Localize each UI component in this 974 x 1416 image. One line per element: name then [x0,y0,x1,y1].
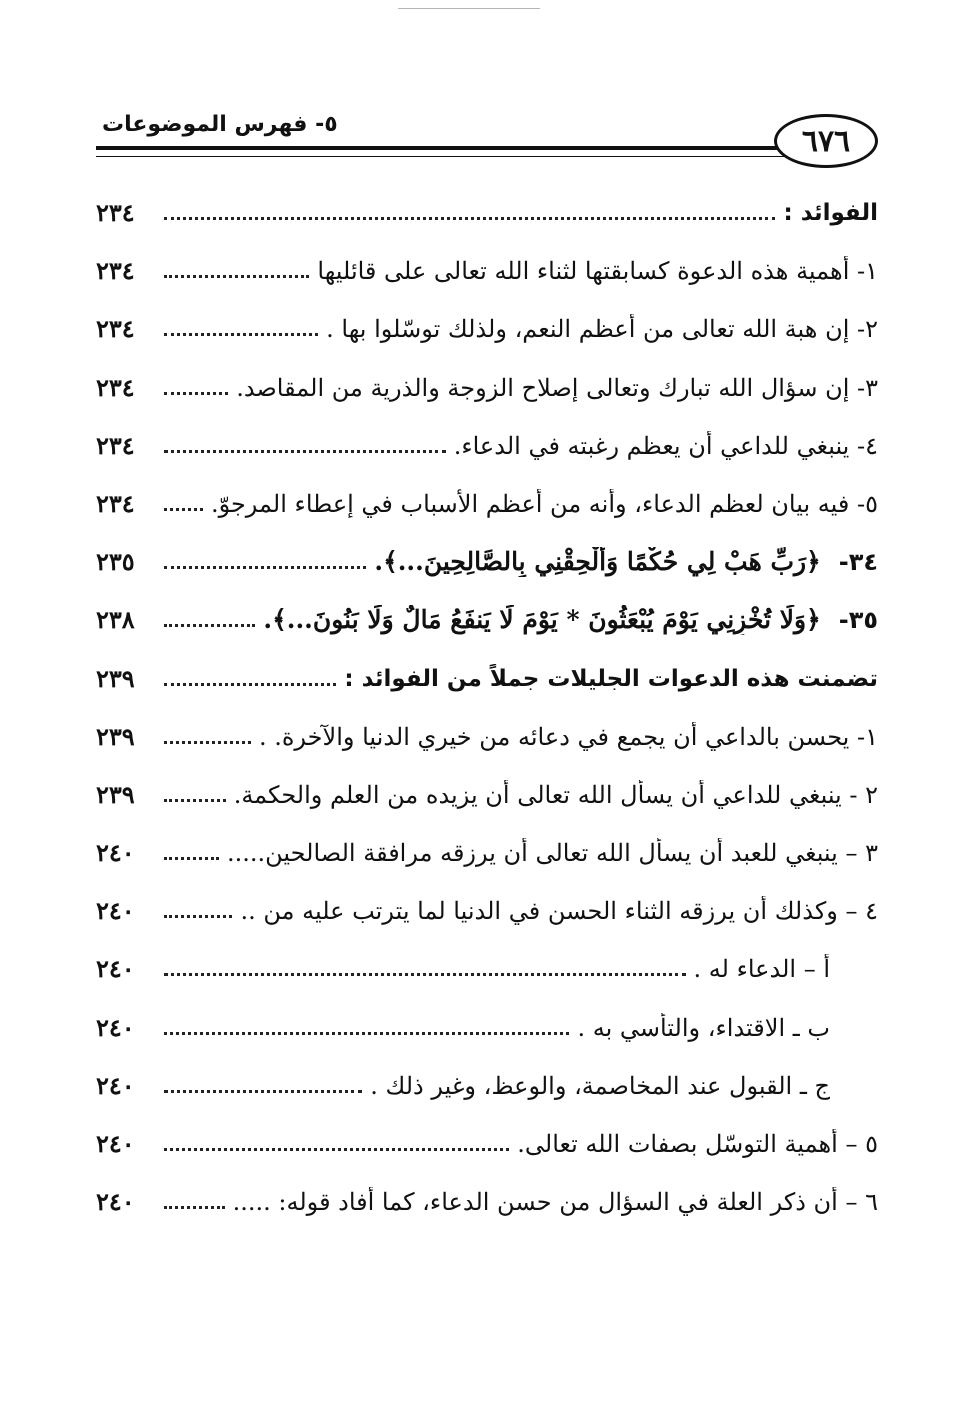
toc-entry [96,932,878,990]
leader-dots [164,624,255,627]
leader-dots [164,915,232,918]
toc-entry-text: ﴿وَلَا تُخْزِنِي يَوْمَ يُبْعَثُونَ * يَوْمَ لَا يَنفَعُ مَالٌ وَلَا بَنُونَ...﴾. [263,605,821,635]
toc-entry-text: ٣ – ينبغي للعبد أن يسأل الله تعالى أن يرزقه مرافقة الصالحين..... [227,839,878,868]
leader-dots [164,1148,509,1151]
toc-entry-text: ج ـ القبول عند المخاصمة، والوعظ، وغير ذلك . [370,1071,830,1100]
leader-dots [164,450,446,453]
leader-dots [164,508,203,511]
toc-entry-page: ٢٣٤ [96,256,135,286]
leader-dots [164,1032,569,1035]
toc-entry-text: تضمنت هذه الدعوات الجليلات جملاً من الفوائد : [344,665,878,692]
toc-entry [96,182,878,234]
toc-entry-text: ١- أهمية هذه الدعوة كسابقتها لثناء الله تعالى على قائليها [317,257,878,286]
toc-entry-number: ٣٤- [838,548,878,577]
toc-entry-text: ٥- فيه بيان لعظم الدعاء، وأنه من أعظم الأسباب في إعطاء المرجوّ. [210,489,878,518]
toc-entry-page: ٢٤٠ [96,1070,135,1100]
toc-entry-text: ب ـ الاقتداء، والتأسي به . [577,1013,830,1042]
toc-entry-page: ٢٣٥ [96,547,135,577]
toc-entry-text: ١- يحسن بالداعي أن يجمع في دعائه من خيري الدنيا والآخرة. . [258,722,878,751]
toc-entry [96,467,878,525]
header-rule-thick [96,146,786,150]
leader-dots [164,392,228,395]
toc-entry-text: الفوائد : [783,200,878,226]
toc-entry-text: ﴿رَبِّ هَبْ لِي حُكْمًا وَأَلْحِقْنِي بِالصَّالِحِينَ...﴾. [374,547,821,577]
table-of-contents [96,182,878,1223]
toc-entry [96,292,878,350]
toc-entry-page: ٢٤٠ [96,1012,135,1042]
toc-entry-page: ٢٣٩ [96,779,135,809]
leader-dots [164,217,775,220]
leader-dots [164,683,336,686]
toc-entry [96,583,878,641]
toc-entry [96,816,878,874]
toc-entry [96,758,878,816]
toc-entry [96,1049,878,1107]
leader-dots [164,275,309,278]
toc-entry [96,990,878,1048]
toc-entry-text: أ – الدعاء له . [693,955,830,984]
toc-entry-page: ٢٤٠ [96,896,135,926]
leader-dots [164,566,366,569]
page-number: ٦٧٦ [801,123,851,159]
toc-entry [96,350,878,408]
header-rule-thin [96,156,786,157]
toc-entry [96,525,878,583]
toc-entry-text: ٤ – وكذلك أن يرزقه الثناء الحسن في الدنيا لما يترتب عليه من .. [240,897,878,926]
toc-entry [96,700,878,758]
section-title: ٥- فهرس الموضوعات [102,112,338,137]
toc-entry-page: ٢٣٤ [96,314,135,344]
toc-entry-page: ٢٤٠ [96,954,135,984]
toc-entry-page: ٢٣٩ [96,721,135,751]
toc-entry-text: ٥ – أهمية التوسّل بصفات الله تعالى. [517,1130,878,1158]
toc-entry-page: ٢٣٤ [96,372,135,402]
toc-entry-page: ٢٤٠ [96,1187,135,1217]
top-rule [398,8,540,9]
toc-entry-text: ٦ – أن ذكر العلة في السؤال من حسن الدعاء، كما أفاد قوله: ..... [232,1188,878,1217]
toc-entry-page: ٢٤٠ [96,838,135,868]
toc-entry [96,1107,878,1165]
toc-entry-number: ٣٥- [838,606,878,635]
toc-entry [96,641,878,699]
leader-dots [164,973,686,976]
toc-entry-page: ٢٣٤ [96,430,135,460]
toc-entry-text: ٣- إن سؤال الله تبارك وتعالى إصلاح الزوجة والذرية من المقاصد. [236,373,878,402]
page-header [96,106,878,176]
toc-entry [96,874,878,932]
toc-entry [96,234,878,292]
toc-entry [96,409,878,467]
leader-dots [164,741,251,744]
leader-dots [164,857,219,860]
page-number-badge [774,114,878,168]
toc-entry-text: ٤- ينبغي للداعي أن يعظم رغبته في الدعاء. [453,431,878,460]
leader-dots [164,799,226,802]
toc-entry-text: ٢ - ينبغي للداعي أن يسأل الله تعالى أن يزيده من العلم والحكمة. [233,780,878,809]
toc-entry-page: ٢٣٤ [96,488,135,518]
leader-dots [164,1090,362,1093]
leader-dots [164,333,318,336]
toc-entry-text: ٢- إن هبة الله تعالى من أعظم النعم، ولذلك توسّلوا بها . [326,315,878,344]
toc-entry-page: ٢٤٠ [96,1129,135,1158]
leader-dots [164,1206,225,1209]
toc-entry-page: ٢٣٩ [96,663,135,693]
toc-entry-page: ٢٣٨ [96,605,135,635]
toc-entry [96,1165,878,1223]
toc-entry-page: ٢٣٤ [96,198,135,227]
